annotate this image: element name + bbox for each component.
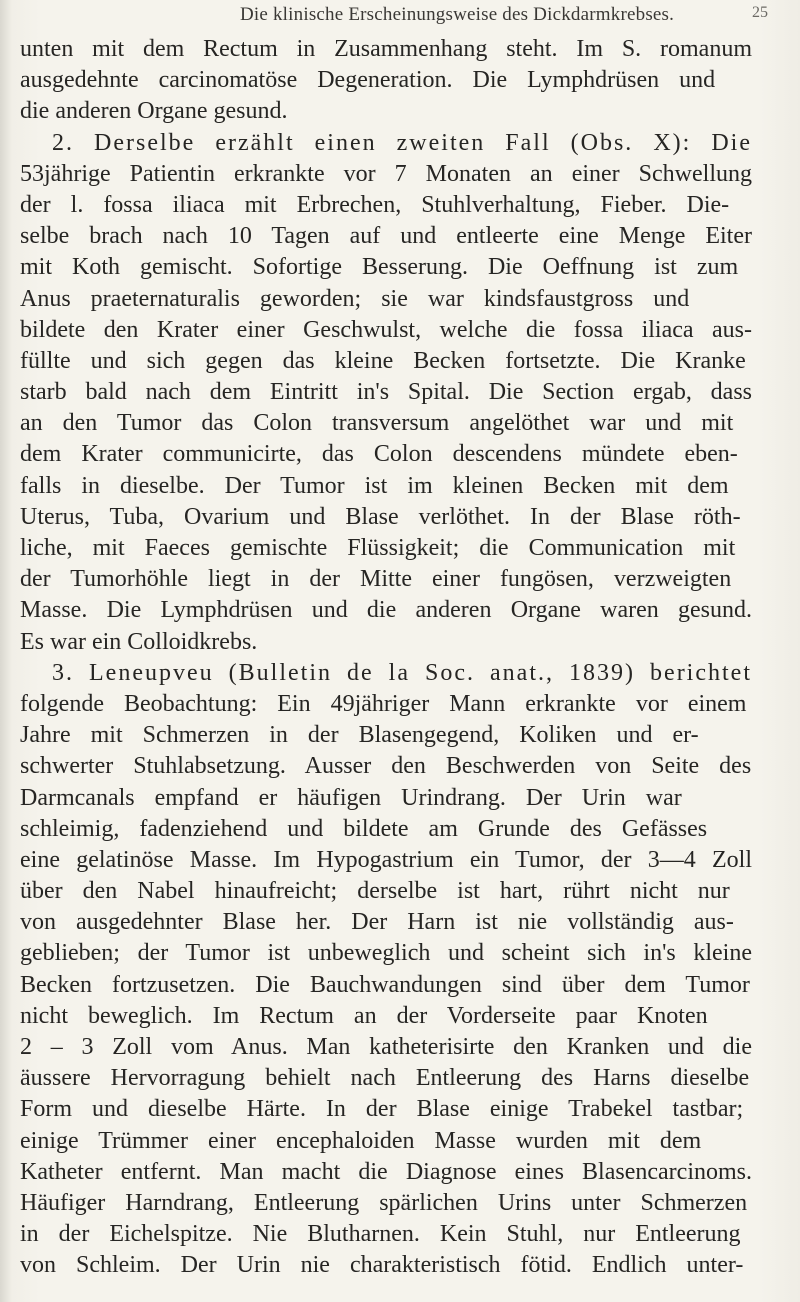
text-line: in der Eichelspitze. Nie Blutharnen. Kein Stuhl, nur Entleerung <box>20 1221 741 1248</box>
text-line: Katheter entfernt. Man macht die Diagnose eines Blasencarcinoms. <box>20 1158 752 1185</box>
text-line: Uterus, Tuba, Ovarium und Blase verlöthet. In der Blase röth- <box>20 503 741 530</box>
text-line: unten mit dem Rectum in Zusammenhang steht. Im S. romanum <box>20 36 752 62</box>
text-line: von Schleim. Der Urin nie charakteristisch fötid. Endlich unter- <box>20 1252 744 1279</box>
text-line: Darmcanals empfand er häufigen Urindrang. Der Urin war <box>20 784 682 811</box>
text-line: folgende Beobachtung: Ein 49jähriger Mann erkrankte vor einem <box>20 690 747 717</box>
text-line: ausgedehnte carcinomatöse Degeneration. Die Lymphdrüsen und <box>20 67 716 94</box>
text-line: starb bald nach dem Eintritt in's Spital. Die Section ergab, dass <box>20 379 752 406</box>
text-line: Form und dieselbe Härte. In der Blase einige Trabekel tastbar; <box>20 1096 744 1123</box>
text-line: an den Tumor das Colon transversum angelöthet war und mit <box>20 410 734 437</box>
text-line: Becken fortzusetzen. Die Bauchwandungen sind über dem Tumor <box>20 971 750 998</box>
text-line: der l. fossa iliaca mit Erbrechen, Stuhlverhaltung, Fieber. Die- <box>20 191 730 218</box>
text-line: schwerter Stuhlabsetzung. Ausser den Beschwerden von Seite des <box>20 753 752 780</box>
text-line: füllte und sich gegen das kleine Becken fortsetzte. Die Kranke <box>20 347 746 374</box>
text-line: von ausgedehnter Blase her. Der Harn ist nie vollständig aus- <box>20 909 734 936</box>
running-header <box>0 2 800 32</box>
page-number: 25 <box>752 4 768 21</box>
text-line: mit Koth gemischt. Sofortige Besserung. Die Oeffnung ist zum <box>20 254 739 281</box>
text-line: dem Krater communicirte, das Colon descendens mündete eben- <box>20 441 738 468</box>
text-line: Anus praeternaturalis geworden; sie war kindsfaustgross und <box>20 285 690 312</box>
text-line: Häufiger Harndrang, Entleerung spärlichen Urins unter Schmerzen <box>20 1189 748 1216</box>
text-line: äussere Hervorragung behielt nach Entleerung des Harns dieselbe <box>20 1065 750 1092</box>
text-line: über den Nabel hinaufreicht; derselbe ist hart, rührt nicht nur <box>20 878 730 905</box>
text-line: 2. Derselbe erzählt einen zweiten Fall (Obs. X): Die <box>52 129 752 156</box>
text-line: 53jährige Patientin erkrankte vor 7 Monaten an einer Schwellung <box>20 160 752 187</box>
text-line: Jahre mit Schmerzen in der Blasengegend, Koliken und er- <box>20 722 699 749</box>
text-line: geblieben; der Tumor ist unbeweglich und scheint sich in's kleine <box>20 940 752 967</box>
text-line: Es war ein Colloidkrebs. <box>20 628 258 655</box>
text-line: nicht beweglich. Im Rectum an der Vorderseite paar Knoten <box>20 1002 708 1029</box>
text-line: 3. Leneupveu (Bulletin de la Soc. anat., 1839) berichtet <box>52 659 752 686</box>
running-title: Die klinische Erscheinungsweise des Dickdarmkrebses. <box>240 4 675 25</box>
text-line: 2 – 3 Zoll vom Anus. Man katheterisirte den Kranken und die <box>20 1034 752 1060</box>
text-line: falls in dieselbe. Der Tumor ist im kleinen Becken mit dem <box>20 472 729 499</box>
text-line: eine gelatinöse Masse. Im Hypogastrium ein Tumor, der 3—4 Zoll <box>20 846 752 873</box>
text-line: einige Trümmer einer encephaloiden Masse wurden mit dem <box>20 1127 702 1154</box>
text-line: die anderen Organe gesund. <box>20 98 288 125</box>
text-line: Masse. Die Lymphdrüsen und die anderen Organe waren gesund. <box>20 597 752 624</box>
text-line: bildete den Krater einer Geschwulst, welche die fossa iliaca aus- <box>20 316 752 343</box>
text-line: der Tumorhöhle liegt in der Mitte einer fungösen, verzweigten <box>20 566 732 593</box>
text-line: selbe brach nach 10 Tagen auf und entleerte eine Menge Eiter <box>20 223 752 250</box>
text-line: liche, mit Faeces gemischte Flüssigkeit; die Communication mit <box>20 535 736 561</box>
text-line: schleimig, fadenziehend und bildete am Grunde des Gefässes <box>20 815 708 842</box>
body-text <box>0 34 800 1282</box>
